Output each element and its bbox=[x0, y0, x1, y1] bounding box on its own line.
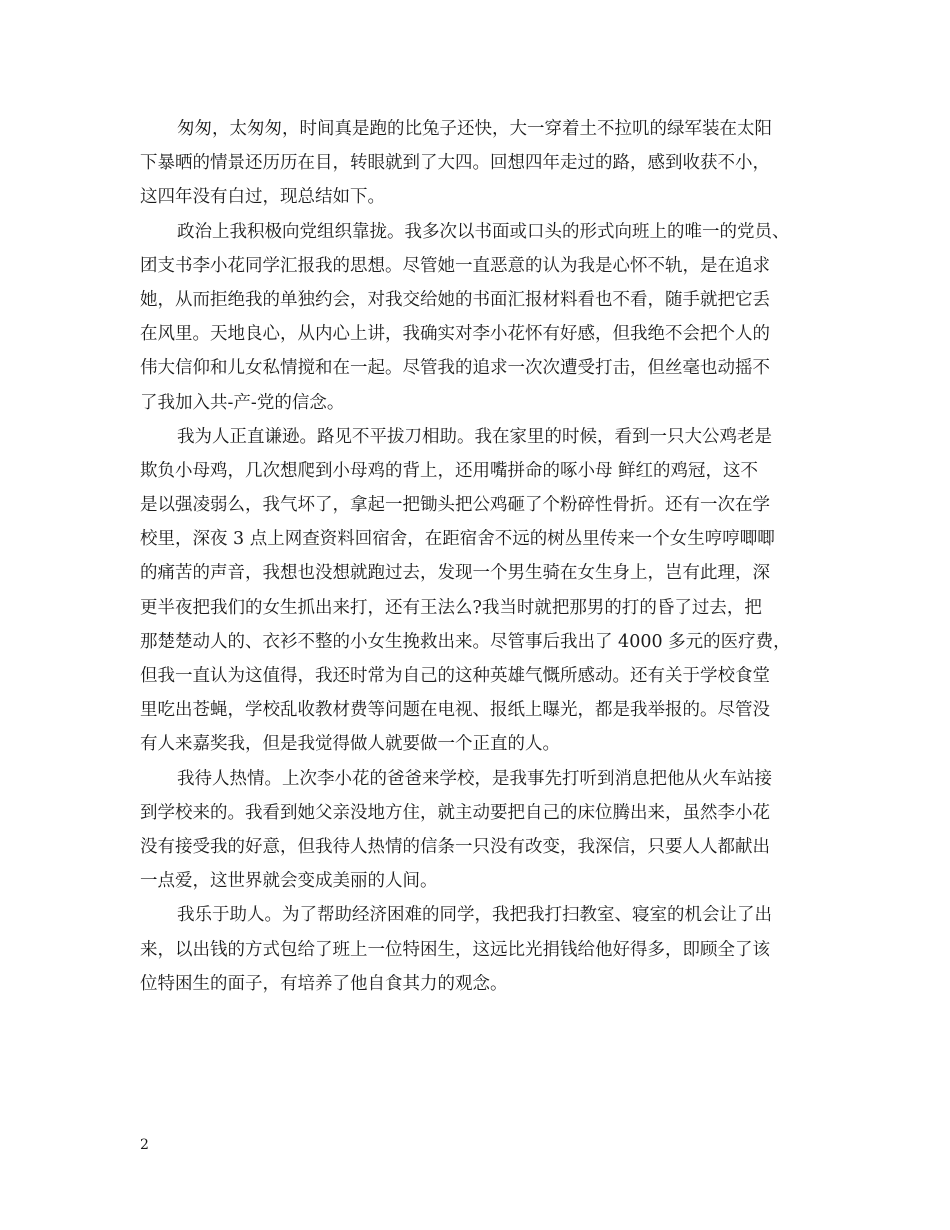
text-line: 更半夜把我们的女生抓出来打，还有王法么?我当时就把那男的打的昏了过去，把 bbox=[140, 597, 762, 618]
text-line: 政治上我积极向党组织靠拢。我多次以书面或口头的形式向班上的唯一的党员、 bbox=[177, 221, 790, 242]
text-line: 伟大信仰和儿女私情搅和在一起。尽管我的追求一次次遭受打击，但丝毫也动摇不 bbox=[140, 358, 770, 379]
paragraph-integrity bbox=[140, 420, 820, 762]
page-number: 2 bbox=[140, 1137, 149, 1153]
text-line: 团支书李小花同学汇报我的思想。尽管她一直恶意的认为我是心怀不轨，是在追求 bbox=[140, 255, 770, 276]
text-line: 那楚楚动人的、衣衫不整的小女生挽救出来。尽管事后我出了 4000 多元的医疗费， bbox=[140, 631, 791, 652]
text-line: 的痛苦的声音，我想也没想就跑过去，发现一个男生骑在女生身上，岂有此理，深 bbox=[140, 563, 770, 584]
text-line: 没有接受我的好意，但我待人热情的信条一只没有改变，我深信，只要人人都献出 bbox=[140, 836, 770, 857]
text-line: 我乐于助人。为了帮助经济困难的同学，我把我打扫教室、寝室的机会让了出 bbox=[177, 905, 772, 926]
text-line: 下暴晒的情景还历历在目，转眼就到了大四。回想四年走过的路，感到收获不小， bbox=[140, 153, 770, 174]
text-line: 她，从而拒绝我的单独约会，对我交给她的书面汇报材料看也不看，随手就把它丢 bbox=[140, 289, 770, 310]
text-line: 里吃出苍蝇，学校乱收教材费等问题在电视、报纸上曝光，都是我举报的。尽管没 bbox=[140, 700, 770, 721]
text-line: 但我一直认为这值得，我还时常为自己的这种英雄气慨所感动。还有关于学校食堂 bbox=[140, 666, 770, 686]
paragraph-hospitality bbox=[140, 762, 820, 899]
text-line: 了我加入共-产-党的信念。 bbox=[140, 392, 345, 413]
text-line: 这四年没有白过，现总结如下。 bbox=[140, 187, 385, 208]
text-line: 位特困生的面子，有培养了他自食其力的观念。 bbox=[140, 973, 508, 994]
text-line: 在风里。天地良心，从内心上讲，我确实对李小花怀有好感，但我绝不会把个人的 bbox=[140, 324, 770, 345]
text-line: 匆匆，太匆匆，时间真是跑的比兔子还快，大一穿着土不拉叽的绿军装在太阳 bbox=[177, 119, 772, 139]
text-line: 我待人热情。上次李小花的爸爸来学校，是我事先打听到消息把他从火车站接 bbox=[177, 768, 772, 789]
paragraph-intro bbox=[140, 112, 820, 215]
text-line: 到学校来的。我看到她父亲没地方住，就主动要把自己的床位腾出来，虽然李小花 bbox=[140, 802, 770, 823]
text-line: 来，以出钱的方式包给了班上一位特困生，这远比光捐钱给他好得多，即顾全了该 bbox=[140, 939, 770, 960]
text-line: 我为人正直谦逊。路见不平拔刀相助。我在家里的时候，看到一只大公鸡老是 bbox=[177, 426, 772, 447]
text-line: 有人来嘉奖我，但是我觉得做人就要做一个正直的人。 bbox=[140, 734, 560, 755]
paragraph-politics bbox=[140, 215, 820, 420]
text-line: 是以强凌弱么，我气坏了，拿起一把锄头把公鸡砸了个粉碎性骨折。还有一次在学 bbox=[140, 495, 770, 516]
text-line: 校里，深夜 3 点上网查资料回宿舍，在距宿舍不远的树丛里传来一个女生哼哼唧唧 bbox=[140, 529, 775, 550]
paragraph-helpfulness bbox=[140, 898, 820, 1001]
text-line: 欺负小母鸡，几次想爬到小母鸡的背上，还用嘴拼命的啄小母 鲜红的鸡冠，这不 bbox=[140, 460, 759, 481]
text-line: 一点爱，这世界就会变成美丽的人间。 bbox=[140, 871, 438, 892]
document-body bbox=[140, 112, 820, 1001]
